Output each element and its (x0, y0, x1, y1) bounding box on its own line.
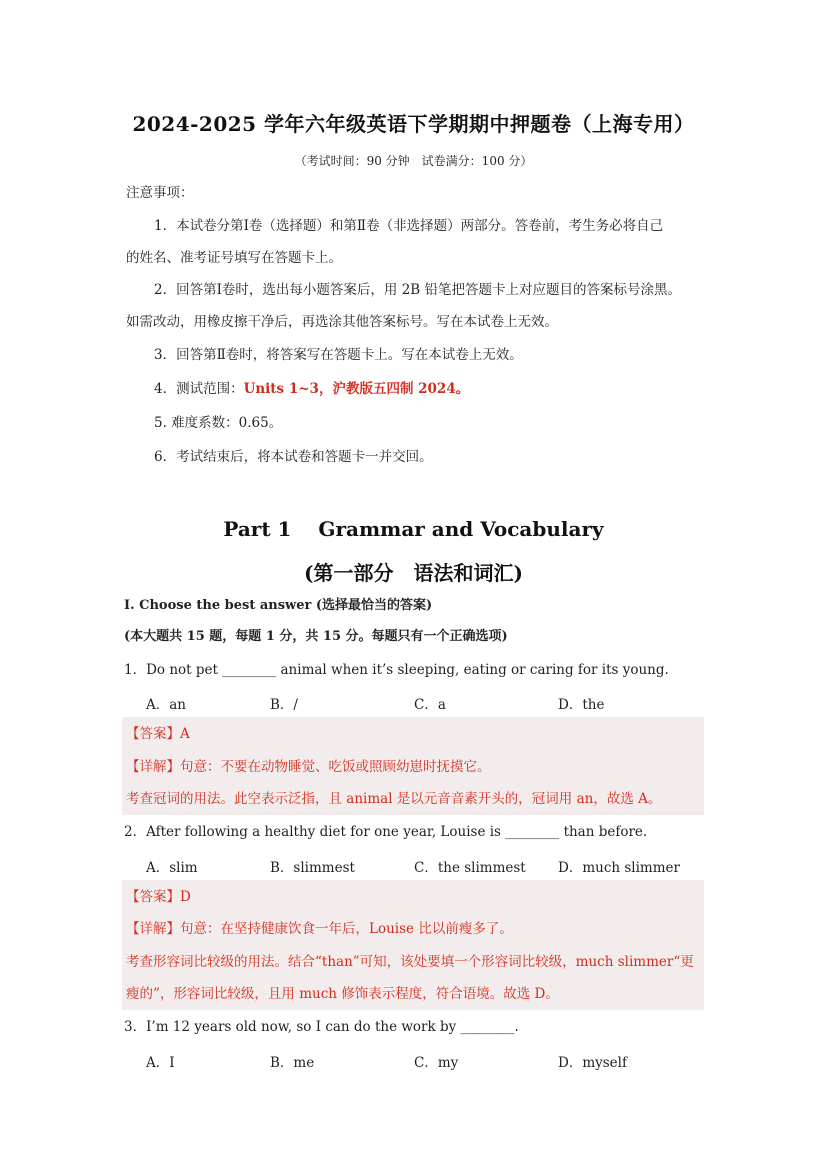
q2-option-b: B．slimmest (270, 860, 355, 876)
q1-detail-text: 句意：不要在动物睡觉、吃饭或照顾幼崽时抚摸它。 (180, 759, 491, 775)
notes-heading: 注意事项： (126, 185, 194, 201)
question-3-stem: 3．I’m 12 years old now, so I can do the work by ________. (124, 1019, 519, 1035)
q2-detail (126, 920, 513, 938)
note-1b: 的姓名、准考证号填写在答题卡上。 (126, 250, 342, 266)
section-instruction: (本大题共 15 题，每题 1 分，共 15 分。每题只有一个正确选项) (124, 629, 508, 644)
part-subtitle: (第一部分 语法和词汇) (304, 561, 523, 585)
q2-detail-label: 【详解】 (126, 921, 180, 937)
q3-option-a: A．I (146, 1055, 175, 1071)
q1-detail (126, 758, 491, 776)
q3-option-c: C．my (414, 1055, 459, 1071)
question-2-stem: 2．After following a healthy diet for one year, Louise is ________ than before. (124, 824, 648, 840)
q1-detail-label: 【详解】 (126, 759, 180, 775)
q3-option-d: D．myself (558, 1055, 627, 1071)
note-5: 5. 难度系数：0.65。 (154, 415, 283, 431)
q2-option-a: A．slim (146, 860, 198, 876)
q1-option-b: B．/ (270, 697, 298, 713)
q2-option-c: C．the slimmest (414, 860, 526, 876)
q2-explanation-1: 考查形容词比较级的用法。结合“than”可知，该处要填一个形容词比较级，much slimmer“更 (126, 954, 694, 970)
q2-option-d: D．much slimmer (558, 860, 680, 876)
section-heading: I. Choose the best answer (选择最恰当的答案) (124, 598, 433, 613)
q2-detail-text: 句意：在坚持健康饮食一年后，Louise 比以前瘦多了。 (180, 921, 513, 937)
note-2b: 如需改动，用橡皮擦干净后，再选涂其他答案标号。写在本试卷上无效。 (126, 314, 558, 330)
q2-explanation-2: 瘦的”，形容词比较级，且用 much 修饰表示程度，符合语境。故选 D。 (126, 986, 559, 1002)
q1-answer: 【答案】A (126, 726, 190, 742)
q1-option-d: D．the (558, 697, 605, 713)
q1-option-c: C．a (414, 697, 446, 713)
q1-explanation: 考查冠词的用法。此空表示泛指，且 animal 是以元音音素开头的，冠词用 an，故选 A。 (126, 791, 662, 807)
q1-option-a: A．an (146, 697, 186, 713)
note-4-scope: Units 1~3，沪教版五四制 2024。 (243, 381, 470, 397)
note-1a: 1．本试卷分第Ⅰ卷（选择题）和第Ⅱ卷（非选择题）两部分。答卷前，考生务必将自己 (154, 218, 664, 234)
part-title: Part 1 Grammar and Vocabulary (223, 517, 604, 541)
exam-title: 2024-2025 学年六年级英语下学期期中押题卷（上海专用） (132, 112, 695, 136)
note-3: 3．回答第Ⅱ卷时，将答案写在答题卡上。写在本试卷上无效。 (154, 347, 523, 363)
q3-option-b: B．me (270, 1055, 315, 1071)
note-4-prefix: 4．测试范围： (154, 381, 244, 397)
exam-subtitle: （考试时间：90 分钟 试卷满分：100 分） (294, 154, 533, 168)
note-2a: 2．回答第Ⅰ卷时，选出每小题答案后，用 2B 铅笔把答题卡上对应题目的答案标号涂黑。 (154, 282, 682, 298)
note-6: 6．考试结束后，将本试卷和答题卡一并交回。 (154, 449, 433, 465)
q2-answer: 【答案】D (126, 889, 191, 905)
note-4 (154, 380, 469, 398)
question-1-stem: 1．Do not pet ________ animal when it’s sleeping, eating or caring for its young. (124, 662, 669, 678)
